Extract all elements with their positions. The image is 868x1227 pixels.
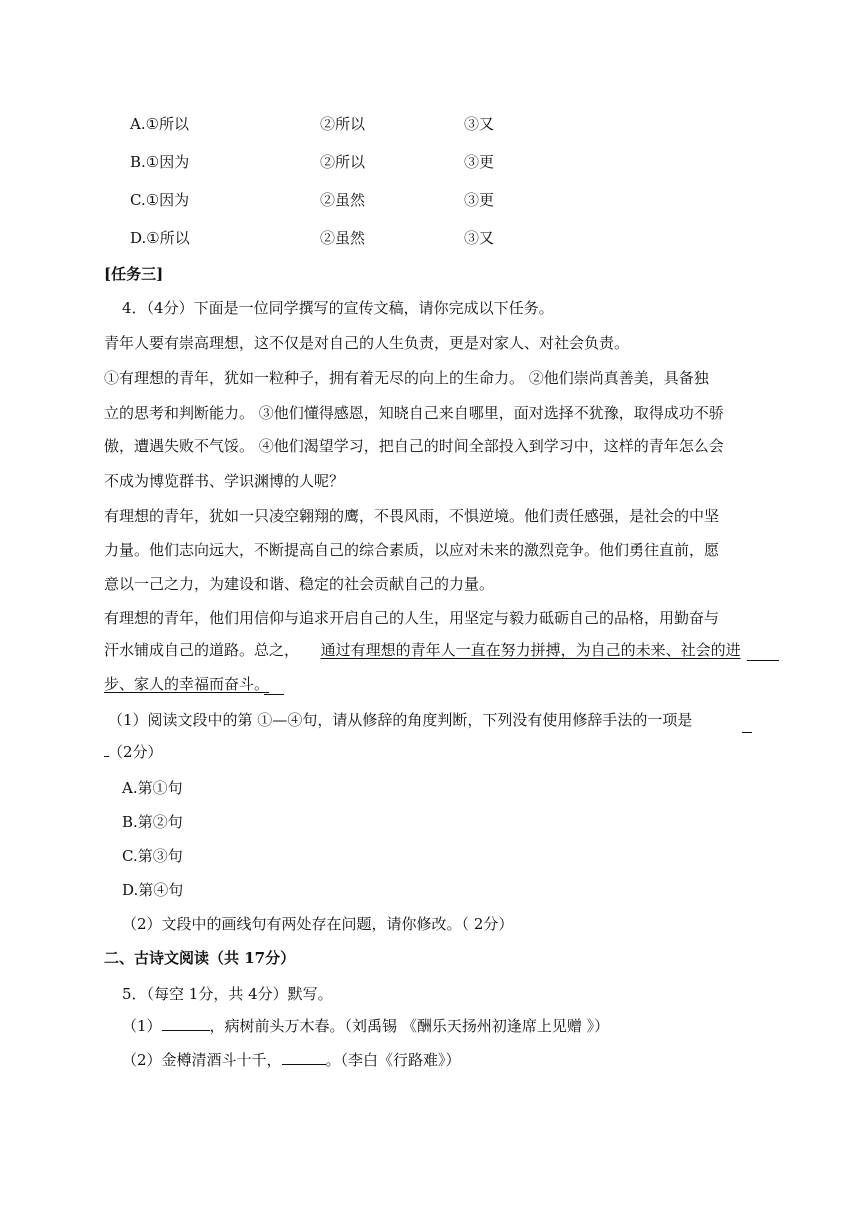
q4-sub1-option-b: B.第②句: [122, 813, 183, 831]
q5-item1-prefix: （1）: [122, 1017, 162, 1035]
q5-item-2: [122, 1050, 461, 1070]
q3-option-d: D.①所以: [130, 229, 190, 247]
q4-passage-line-5: 不成为博览群书、学识渊博的人呢？: [104, 472, 345, 490]
q4-underline-extension: [747, 660, 779, 661]
q4-sub1-option-a: A.第①句: [122, 779, 183, 797]
q3-option-c-third: ③更: [464, 191, 495, 209]
q5-item2-prefix: （2）金樽清酒斗十千，: [122, 1051, 282, 1069]
q4-passage-line-1: 青年人要有崇高理想，这不仅是对自己的人生负责，更是对家人、对社会负责。: [104, 334, 630, 352]
q5-item2-suffix: 。（李白《行路难》）: [325, 1051, 461, 1069]
q3-option-a-first: A.①所以: [130, 115, 190, 133]
q4-passage-line-9: 有理想的青年，他们用信仰与追求开启自己的人生，用坚定与毅力砥砺自己的品格，用勤奋与: [104, 609, 720, 627]
q4-passage-line-2: ①有理想的青年，犹如一粒种子，拥有着无尽的向上的生命力。 ②他们崇尚真善美，具备独: [104, 369, 709, 387]
q3-option-b-third: ③更: [464, 153, 495, 171]
q3-option-c: C.①因为: [130, 191, 190, 209]
q4-passage-line-11: [104, 674, 269, 694]
q5-stem: 5．（每空 1分，共 4分）默写。: [122, 985, 333, 1003]
q4-sub2-text: （2）文段中的画线句有两处存在问题，请你修改。（ 2分）: [122, 915, 514, 933]
q4-sub1-answer-blank: [742, 732, 752, 733]
q3-option-a-third: ③又: [464, 115, 495, 133]
q4-stem: 4．（4分）下面是一位同学撰写的宣传文稿，请你完成以下任务。: [122, 299, 554, 317]
q4-underline-tail: [264, 694, 284, 695]
q3-option-a: [130, 114, 189, 134]
q4-passage-line-7: 力量。他们志向远大，不断提高自己的综合素质，以应对未来的激烈竞争。他们勇往直前，愿: [104, 541, 720, 559]
q5-item2-blank[interactable]: [282, 1050, 326, 1065]
q5-item1-blank[interactable]: [162, 1016, 210, 1031]
q4-sub1-text: （1）阅读文段中的第 ①—④句，请从修辞的角度判断，下列没有使用修辞手法的一项是: [108, 711, 693, 729]
q5-item1-suffix: ，病树前头万木春。（刘禹锡 《酬乐天扬州初逢席上见赠 》）: [209, 1017, 610, 1035]
q4-underlined-sentence-part2: 步、家人的幸福而奋斗。: [104, 675, 270, 693]
q4-passage-last-prefix: 汗水铺成自己的道路。总之，: [104, 641, 300, 659]
q4-passage-line-10: [104, 640, 741, 660]
q3-option-c-second: ②虽然: [320, 191, 366, 209]
q4-sub1-score: （2分）: [108, 743, 163, 761]
q4-passage-line-4: 傲，遭遇失败不气馁。 ④他们渴望学习，把自己的时间全部投入到学习中，这样的青年怎么会: [104, 437, 724, 455]
q3-option-b: B.①因为: [130, 153, 190, 171]
q4-underlined-sentence-part1: 通过有理想的青年人一直在努力拼搏，为自己的未来、社会的进: [320, 641, 741, 659]
q3-option-d-second: ②虽然: [320, 229, 366, 247]
q4-sub1-option-c: C.第③句: [122, 847, 183, 865]
task3-heading: [任务三]: [104, 265, 164, 283]
q4-passage-line-6: 有理想的青年，犹如一只凌空翱翔的鹰，不畏风雨，不惧逆境。他们责任感强，是社会的中坚: [104, 507, 720, 525]
q3-option-b-second: ②所以: [320, 153, 366, 171]
q4-passage-line-3: 立的思考和判断能力。 ③他们懂得感恩，知晓自己来自哪里，面对选择不犹豫，取得成功不骄: [104, 404, 724, 422]
q4-sub1-option-d: D.第④句: [122, 881, 184, 899]
q4-passage-line-8: 意以一己之力，为建设和谐、稳定的社会贡献自己的力量。: [104, 575, 495, 593]
q3-option-a-second: ②所以: [320, 115, 366, 133]
section2-heading: 二、古诗文阅读（共 17分）: [104, 949, 296, 967]
q5-item-1: [122, 1016, 609, 1036]
q3-option-d-third: ③又: [464, 229, 495, 247]
